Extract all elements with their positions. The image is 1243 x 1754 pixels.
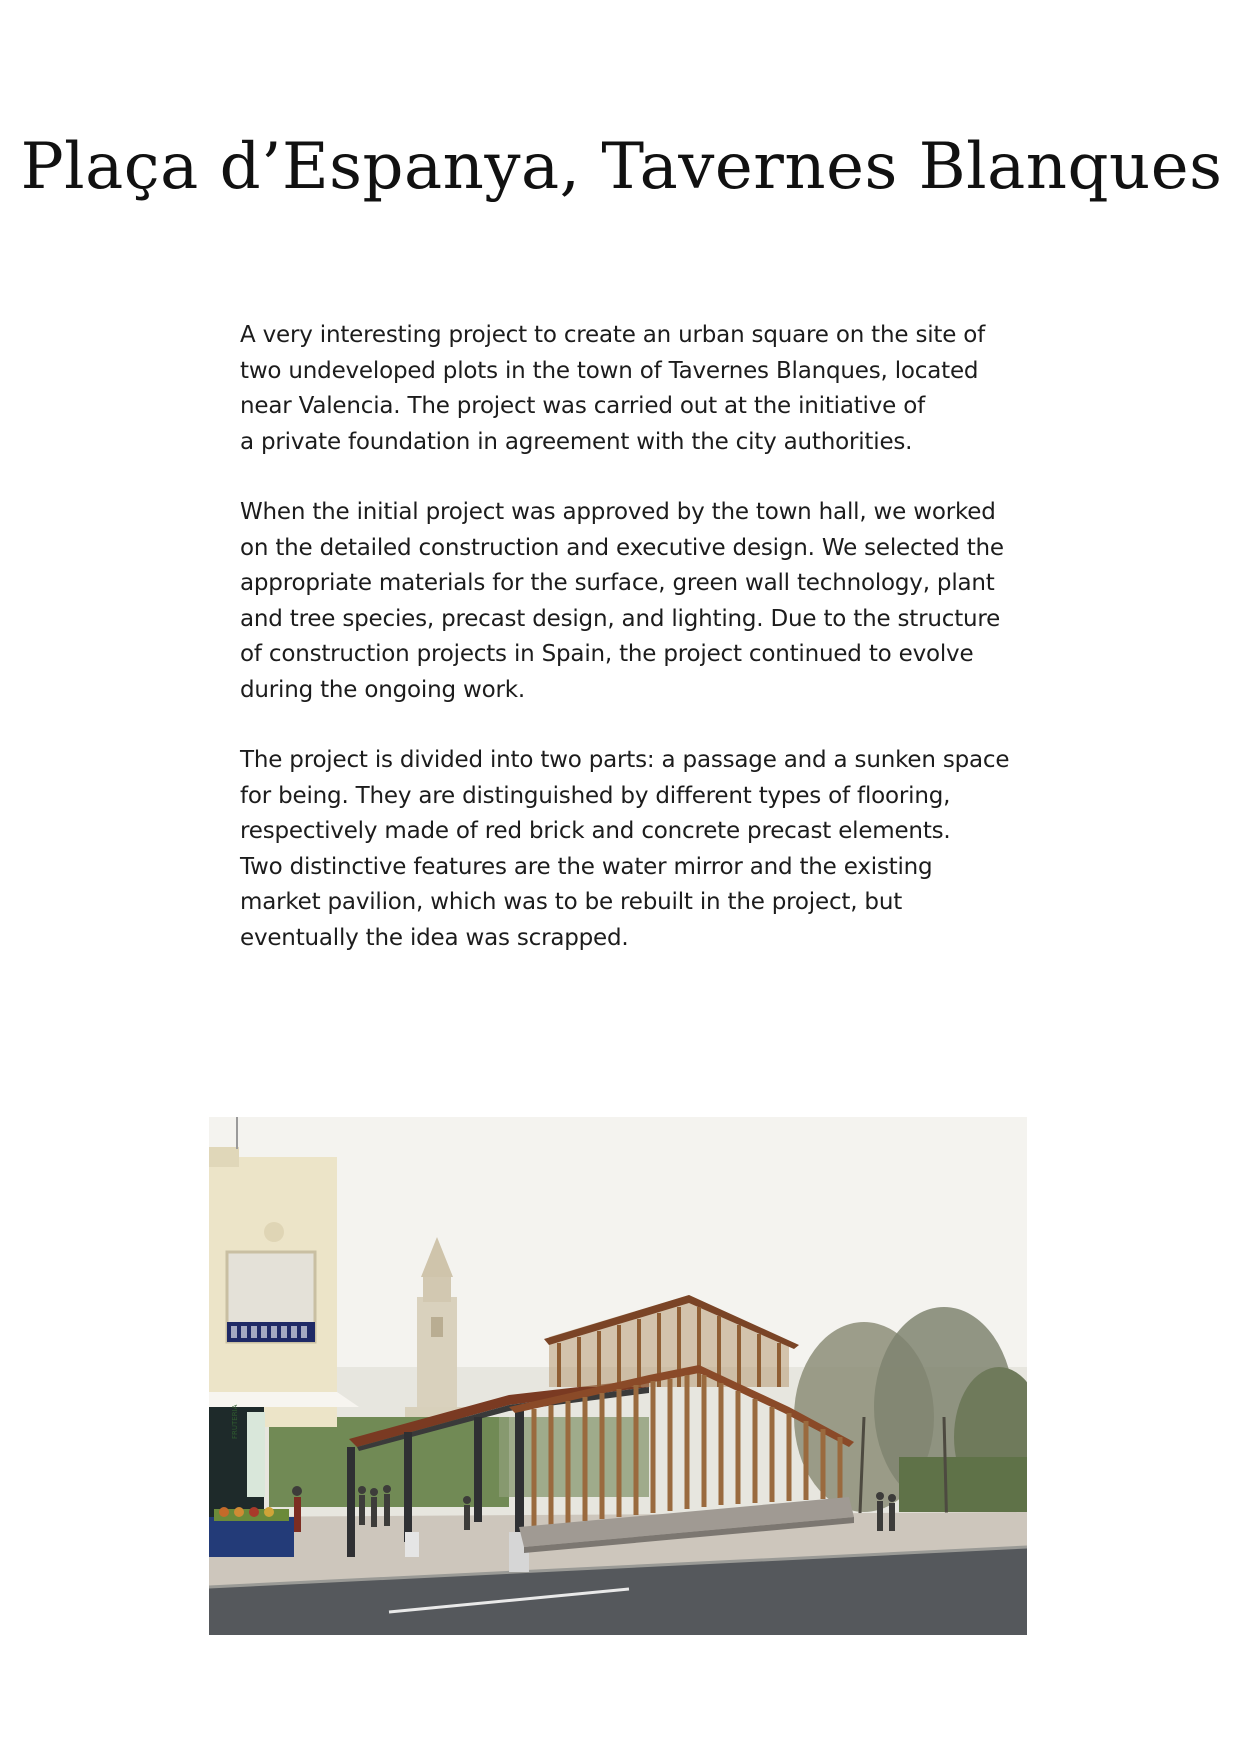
paragraph-intro: A very interesting project to create an urban square on the site of two undeveloped plots in the town of Tavernes Blanques, located near Valencia. The project was carried out at the initiative of a private foundation in agreement with the city authorities.: [240, 322, 986, 455]
paragraph-design: When the initial project was approved by the town hall, we worked on the detailed construction and executive design. We selected the appropriate materials for the surface, green wall technology, plant and tree species, precast design, and lighting. Due to the structure of construction projects in Spain, the project continued to evolve during the ongoing work.: [240, 499, 1004, 703]
shop-sign-text: FRUTERIA: [231, 1404, 239, 1439]
body-text: [240, 318, 1040, 991]
paragraph-parts: The project is divided into two parts: a passage and a sunken space for being. They are distinguished by different types of flooring, respectively made of red brick and concrete precast elements. Two distinctive features are the water mirror and the existing market pavilion, which was to be rebuilt in the project, but eventually the idea was scrapped.: [240, 747, 1010, 951]
page-title: Plaça d’Espanya, Tavernes Blanques: [20, 130, 1223, 204]
rendering-illustration: [209, 1117, 1027, 1635]
project-rendering-image: [209, 1117, 1027, 1635]
